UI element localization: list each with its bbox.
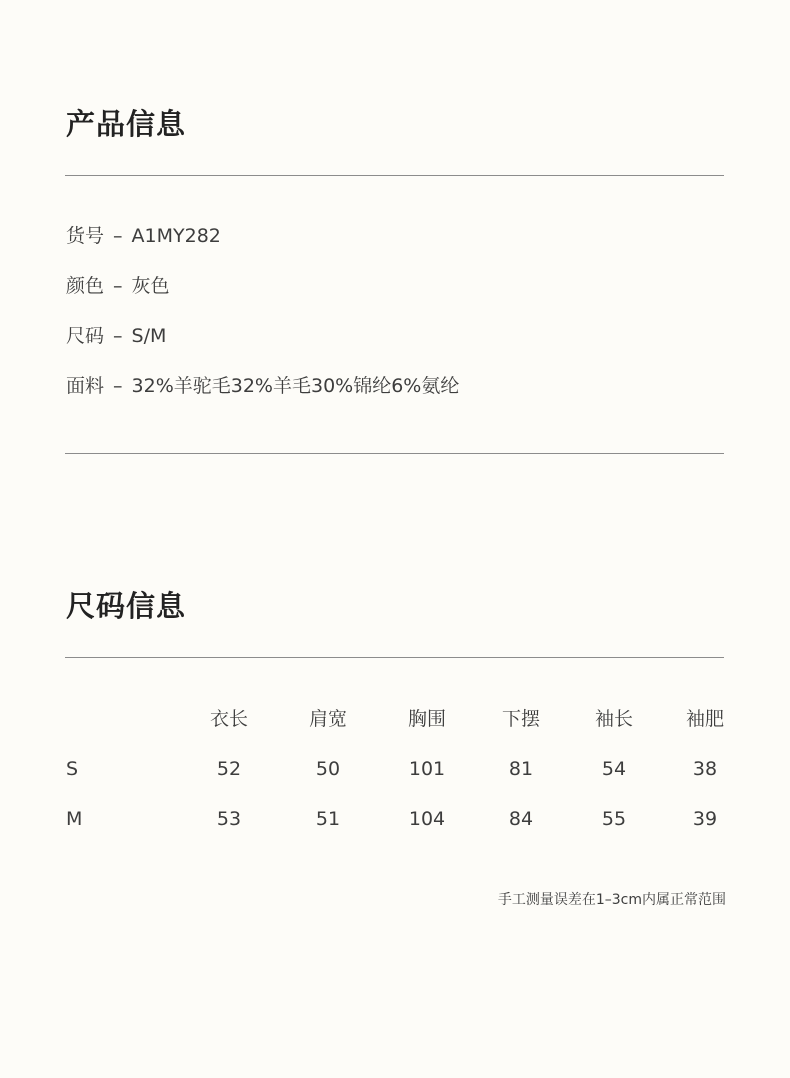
info-separator: – — [113, 375, 123, 397]
info-value: A1MY282 — [131, 225, 221, 247]
info-row-fabric — [66, 377, 459, 396]
info-value: S/M — [131, 325, 167, 347]
product-info-top-divider — [65, 175, 724, 176]
table-cell: 39 — [692, 808, 718, 830]
column-header-hem: 下摆 — [501, 708, 541, 730]
column-header-sleeve-length: 袖长 — [594, 708, 634, 730]
measurement-note: 手工测量误差在1–3cm内属正常范围 — [497, 892, 726, 908]
table-cell: 38 — [692, 758, 718, 780]
info-label: 颜色 — [66, 275, 105, 297]
row-size-label: S — [66, 758, 79, 780]
table-cell: 51 — [315, 808, 341, 830]
table-cell: 81 — [508, 758, 534, 780]
info-row-size — [66, 327, 166, 346]
product-info-bottom-divider — [65, 453, 724, 454]
table-cell: 101 — [408, 758, 446, 780]
info-label: 货号 — [66, 225, 105, 247]
info-value: 32%羊驼毛32%羊毛30%锦纶6%氨纶 — [131, 375, 460, 397]
info-label: 面料 — [66, 375, 105, 397]
info-row-item-number — [66, 227, 221, 246]
column-header-length: 衣长 — [209, 708, 249, 730]
table-cell: 54 — [601, 758, 627, 780]
table-cell: 84 — [508, 808, 534, 830]
table-cell: 53 — [216, 808, 242, 830]
product-info-title: 产品信息 — [66, 107, 187, 141]
info-separator: – — [113, 225, 123, 247]
table-cell: 104 — [408, 808, 446, 830]
info-label: 尺码 — [66, 325, 105, 347]
info-row-color — [66, 277, 170, 296]
column-header-shoulder: 肩宽 — [308, 708, 348, 730]
table-cell: 55 — [601, 808, 627, 830]
table-cell: 50 — [315, 758, 341, 780]
size-info-title: 尺码信息 — [66, 589, 187, 623]
info-value: 灰色 — [131, 275, 170, 297]
size-info-divider — [65, 657, 724, 658]
column-header-sleeve-width: 袖肥 — [685, 708, 725, 730]
row-size-label: M — [66, 808, 83, 830]
column-header-chest: 胸围 — [407, 708, 447, 730]
info-separator: – — [113, 325, 123, 347]
table-cell: 52 — [216, 758, 242, 780]
info-separator: – — [113, 275, 123, 297]
